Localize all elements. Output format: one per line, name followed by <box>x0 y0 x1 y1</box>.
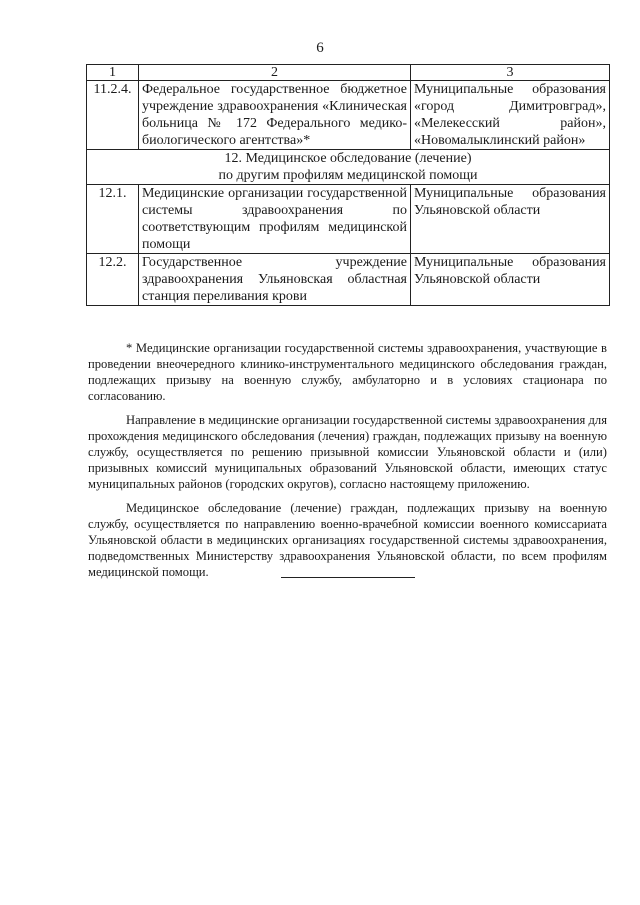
page-number: 6 <box>316 40 324 56</box>
section-row <box>87 150 610 185</box>
section-heading <box>87 150 610 185</box>
municipal-area: Муниципальные образования «город Димитровград», «Мелекесский район», «Новомалыклинский район» <box>411 81 610 150</box>
row-number: 11.2.4. <box>87 81 139 150</box>
municipal-area: Муниципальные образования Ульяновской области <box>411 254 610 306</box>
organization-name: Федеральное государственное бюджетное учреждение здравоохранения «Клиническая больница № 172 Федерального медико-биологического агентства»* <box>139 81 411 150</box>
table-header-row <box>87 65 610 81</box>
municipal-area: Муниципальные образования Ульяновской области <box>411 185 610 254</box>
column-header-1: 1 <box>87 65 139 81</box>
organizations-table <box>86 64 610 306</box>
column-header-3: 3 <box>411 65 610 81</box>
paragraph-referral: Направление в медицинские организации государственной системы здравоохранения для прохождения медицинского обследования (лечения) граждан, подлежащих призыву на военную службу, осуществляется по решению призывной комиссии Ульяновской области и (или) призывных комиссий муниципальных образований Ульяновской области, имеющих статус муниципальных районов (городских округов), согласно настоящему приложению. <box>88 413 607 491</box>
table-row <box>87 254 610 306</box>
paragraph-examination: Медицинское обследование (лечение) граждан, подлежащих призыву на военную службу, осуществляется по направлению военно-врачебной комиссии военного комиссариата Ульяновской области в медицинских организациях государственной системы здравоохранения, подведомственных Министерству здравоохранения Ульяновской области, по всем профилям медицинской помощи. <box>88 501 607 579</box>
row-number: 12.1. <box>87 185 139 254</box>
notes-section <box>88 340 607 588</box>
column-header-2: 2 <box>139 65 411 81</box>
end-divider <box>281 577 415 578</box>
section-heading-line-1: 12. Медицинское обследование (лечение) <box>224 151 472 166</box>
organization-name: Медицинские организации государственной системы здравоохранения по соответствующим профилям медицинской помощи <box>139 185 411 254</box>
footnote: * Медицинские организации государственной системы здравоохранения, участвующие в проведении внеочередного клинико-инструментального медицинского обследования граждан, подлежащих призыву на военную службу, амбулаторно и в условиях стационара по согласованию. <box>88 341 607 403</box>
section-heading-line-2: по другим профилям медицинской помощи <box>218 168 478 183</box>
row-number: 12.2. <box>87 254 139 306</box>
table-row <box>87 81 610 150</box>
table-row <box>87 185 610 254</box>
organization-name: Государственное учреждение здравоохранения Ульяновская областная станция переливания крови <box>139 254 411 306</box>
